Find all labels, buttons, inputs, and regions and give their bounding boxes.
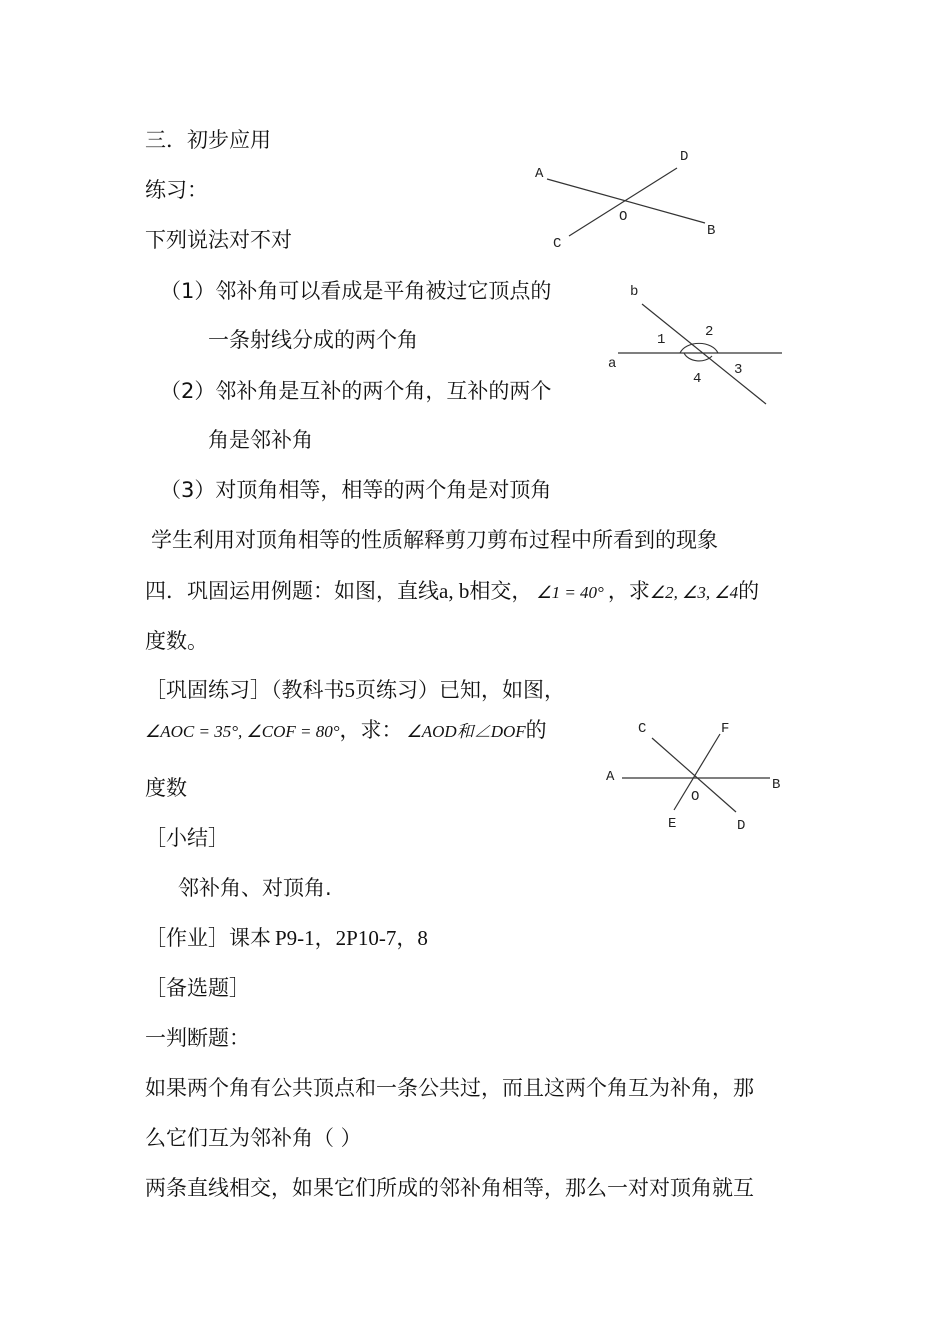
figure-three-lines <box>598 710 798 840</box>
label-d: D <box>680 149 689 165</box>
optional-q2-line1: 两条直线相交，如果它们所成的邻补角相等，那么一对对顶角就互 <box>145 1176 754 1200</box>
list-item-2 <box>160 377 551 405</box>
summary-label: ［小结］ <box>145 826 229 850</box>
find-text: ，求： <box>339 718 403 742</box>
homework-line <box>145 924 428 952</box>
bracket-open: ［ <box>145 678 166 702</box>
target-angles: ∠AOD和∠DOF <box>406 722 526 741</box>
item-text: 对顶角相等，相等的两个角是对顶角 <box>215 478 552 502</box>
label-a: A <box>535 166 544 182</box>
section4-line2: 度数。 <box>145 629 208 653</box>
target-angles: ∠2, ∠3, ∠4 <box>649 583 739 602</box>
bracket-close: ］ <box>250 678 271 702</box>
list-item-2-continuation: 角是邻补角 <box>208 428 313 452</box>
label-a: a <box>608 356 617 372</box>
find-text: ，求 <box>607 579 650 603</box>
heading-end: 的 <box>738 579 760 603</box>
section3-heading: 三．初步应用 <box>145 128 271 152</box>
line-end: 的 <box>525 718 547 742</box>
list-item-3 <box>160 476 551 504</box>
page-number: 5 <box>344 678 355 702</box>
summary-content: 邻补角、对顶角. <box>178 876 332 900</box>
item-text: 邻补角可以看成是平角被过它顶点的 <box>215 279 552 303</box>
consolidate-given-line <box>145 716 547 746</box>
heading-text: 四．巩固运用例题：如图，直线 <box>145 579 439 603</box>
item-number: （2） <box>160 379 216 403</box>
list-item-1 <box>160 277 551 305</box>
line-cd <box>569 168 677 236</box>
label-a: A <box>606 769 615 785</box>
given-angle: ∠1 = 40° <box>536 583 604 602</box>
label-e: E <box>668 816 677 832</box>
consolidate-text: （教科书 <box>271 678 345 702</box>
section4-heading <box>145 577 759 607</box>
angle-arc-2 <box>680 343 718 353</box>
homework-label: ［作业］ <box>145 926 229 950</box>
optional-q1-line1: 如果两个角有公共顶点和一条公共过，而且这两个角互为补角，那 <box>145 1076 754 1100</box>
practice-label: 练习： <box>145 178 208 202</box>
question-intro: 下列说法对不对 <box>145 228 292 252</box>
label-d: D <box>737 818 746 834</box>
given-angles: ∠AOC = 35°, ∠COF = 80° <box>145 722 340 741</box>
consolidate-label: 巩固练习 <box>166 678 250 702</box>
label-b: b <box>630 284 639 300</box>
label-b: B <box>772 777 781 793</box>
optional-subheading: 一判断题： <box>145 1026 250 1050</box>
label-c: C <box>553 236 562 252</box>
lines-ab: a, b <box>439 579 470 603</box>
item-number: （1） <box>160 279 216 303</box>
list-item-1-continuation: 一条射线分成的两个角 <box>208 328 418 352</box>
figure-intersecting-lines-1 <box>525 140 735 255</box>
student-note: 学生利用对顶角相等的性质解释剪刀剪布过程中所看到的现象 <box>151 528 718 552</box>
heading-mid: 相交， <box>469 579 533 603</box>
consolidate-heading <box>145 676 565 704</box>
optional-label: ［备选题］ <box>145 976 250 1000</box>
label-o: O <box>619 209 628 225</box>
label-c: C <box>638 721 647 737</box>
homework-refs: P9-1，2P10-7，8 <box>275 926 428 950</box>
label-b: B <box>707 223 716 239</box>
line-b <box>642 304 766 404</box>
item-number: （3） <box>160 478 216 502</box>
consolidate-line3: 度数 <box>145 776 187 800</box>
figure-angles-1-4 <box>600 278 790 408</box>
optional-q1-line2: 么它们互为邻补角（ ） <box>145 1126 362 1150</box>
label-3: 3 <box>734 362 743 378</box>
label-2: 2 <box>705 324 714 340</box>
label-o: O <box>691 789 700 805</box>
label-f: F <box>721 721 730 737</box>
label-1: 1 <box>657 332 666 348</box>
item-text: 邻补角是互补的两个角，互补的两个 <box>215 379 552 403</box>
homework-text: 课本 <box>229 926 271 950</box>
consolidate-text-2: 页练习）已知，如图， <box>355 678 565 702</box>
label-4: 4 <box>693 371 702 387</box>
